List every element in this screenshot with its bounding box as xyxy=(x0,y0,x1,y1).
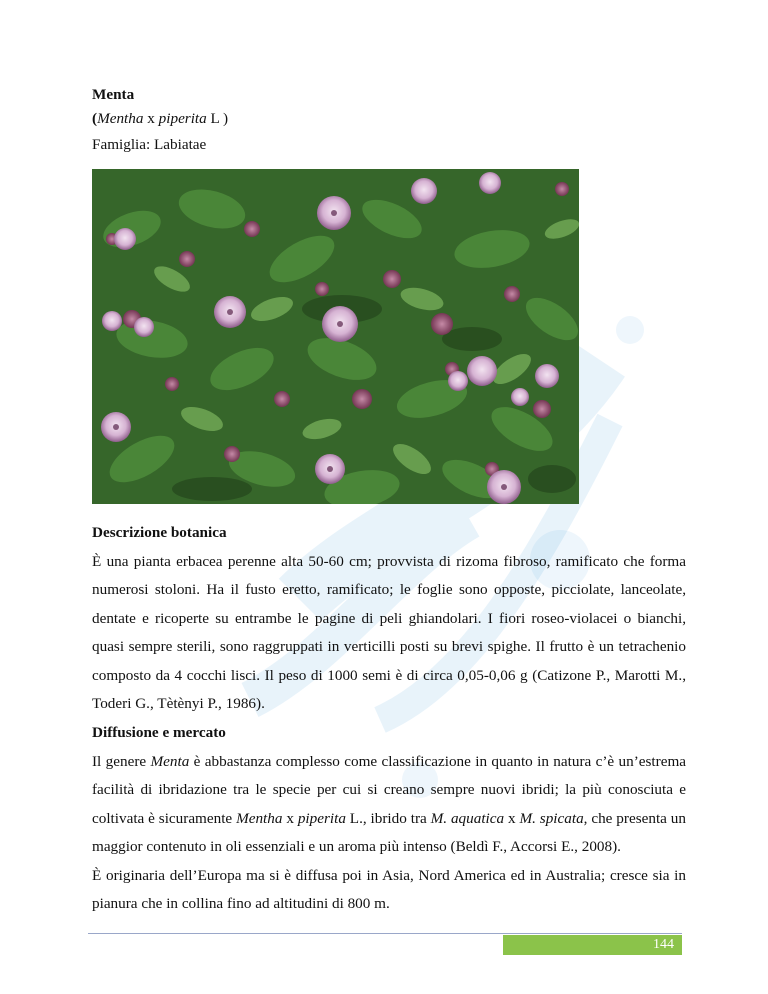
genus-mentha: Mentha xyxy=(236,809,283,827)
diffusion-paragraph-2: È originaria dell’Europa ma si è diffusa poi in Asia, Nord America ed in Australia; cresce sia in pianura che in collina fino ad altitudini di 800 m. xyxy=(92,866,686,912)
page-number: 144 xyxy=(503,935,682,955)
scientific-name xyxy=(92,105,686,134)
paren-open: ( xyxy=(92,110,98,127)
section-diffusion-market xyxy=(92,719,686,919)
heading-diffusion-market: Diffusione e mercato xyxy=(92,724,226,741)
species-spicata: M. spicata xyxy=(519,809,584,827)
hybrid-mark: x xyxy=(282,809,298,827)
diffusion-paragraph-1 xyxy=(92,753,686,856)
hybrid-mark: x xyxy=(143,110,159,127)
text-run: L., ibrido tra xyxy=(345,809,431,827)
section-botanical-description xyxy=(92,519,686,719)
text-run: Il genere xyxy=(92,752,151,770)
text-run: , che presenta un maggior contenuto in oli essenziali e un aroma più intenso (Beldì F., Accorsi E., 2008). xyxy=(92,809,686,855)
mint-photo xyxy=(92,169,579,504)
author-abbrev: L ) xyxy=(206,110,229,127)
hybrid-mark: x xyxy=(504,809,520,827)
mint-plant-image xyxy=(92,169,579,504)
species-piperita: piperita xyxy=(297,809,346,827)
genus-menta: Menta xyxy=(150,752,190,770)
species-name: piperita xyxy=(158,110,207,127)
heading-botanical-description: Descrizione botanica xyxy=(92,524,227,541)
footer-rule xyxy=(88,933,682,934)
genus-name: Mentha xyxy=(97,110,144,127)
species-aquatica: M. aquatica xyxy=(430,809,505,827)
page-title: Menta xyxy=(92,86,135,103)
botanical-description-text: È una pianta erbacea perenne alta 50-60 cm; provvista di rizoma fibroso, ramificato che forma numerosi stoloni. Ha il fusto eretto, ramificato; le foglie sono opposte, picciolate, lanceolate, dentate e ricoperte su entrambe le pagine di peli ghiandolari. I fiori roseo-violacei o bianchi, quasi sempre sterili, sono raggruppati in verticilli posti su brevi spighe. Il frutto è un tetrachenio composto da 4 cocchi lisci. Il peso di 1000 semi è di circa 0,05-0,06 g (Catizone P., Marotti M., Toderi G., Tètènyi P., 1986). xyxy=(92,552,686,712)
text-run: è abbastanza complesso come classificazione in quanto in natura c’è un’estrema facilità di ibridazione tra le specie per cui si creano sempre nuovi ibridi; la più conosciuta e coltivata è sicuramente xyxy=(92,752,686,827)
family-line: Famiglia: Labiatae xyxy=(92,136,207,153)
